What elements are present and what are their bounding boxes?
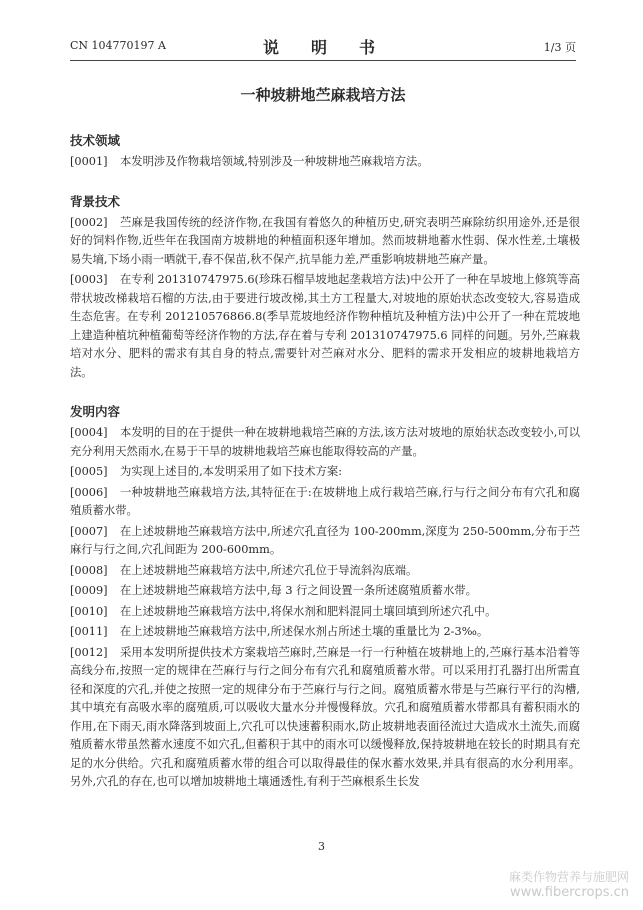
paragraph-text: 一种坡耕地苎麻栽培方法,其特征在于:在坡耕地上成行栽培苎麻,行与行之间分布有穴孔和腐殖质蓄水带。: [70, 485, 580, 517]
paragraph-number: [0011]: [70, 625, 108, 638]
paragraph-number: [0009]: [70, 584, 108, 597]
paragraph: [70, 153, 580, 172]
paragraph-text: 在上述坡耕地苎麻栽培方法中,所述保水剂占所述土壤的重量比为 2-3‰。: [120, 625, 489, 638]
paragraph: [70, 463, 580, 482]
watermark-text: 麻类作物营养与施肥网: [508, 870, 629, 884]
paragraph-text: 本发明涉及作物栽培领域,特别涉及一种坡耕地苎麻栽培方法。: [120, 155, 429, 168]
paragraph-text: 在上述坡耕地苎麻栽培方法中,所述穴孔位于导流斜沟底端。: [120, 563, 418, 577]
paragraph-text: 本发明的目的在于提供一种在坡耕地栽培苎麻的方法,该方法对坡地的原始状态改变较小,可以充分利用天然雨水,在易于干旱的坡耕地栽培苎麻也能取得较高的产量。: [70, 426, 580, 458]
paragraph-number: [0008]: [70, 563, 108, 577]
paragraph-text: 在上述坡耕地苎麻栽培方法中,每 3 行之间设置一条所述腐殖质蓄水带。: [120, 584, 477, 597]
section-heading: 发明内容: [70, 404, 121, 419]
document-body: [70, 125, 580, 794]
publication-number: CN 104770197 A: [70, 39, 166, 52]
paragraph: [70, 424, 580, 461]
paragraph: [70, 603, 580, 622]
paragraph-text: 在上述坡耕地苎麻栽培方法中,将保水剂和肥料混同土壤回填到所述穴孔中。: [120, 604, 497, 618]
document-title: 一种坡耕地苎麻栽培方法: [240, 86, 406, 104]
footer-page-number: 3: [318, 840, 325, 853]
page-indicator: 1/3 页: [543, 41, 576, 54]
paragraph-text: 采用本发明所提供技术方案栽培苎麻时,苎麻是一行一行种植在坡耕地上的,苎麻行基本沿着等高线分布,按照一定的规律在苎麻行与行之间分布有穴孔和腐殖质蓄水带。可以采用打孔器打出所需直径和深度的穴孔,并使之按照一定的规律分布于苎麻行与行之间。腐殖质蓄水带是与苎麻行平行的沟槽,其中填充有高吸水率的腐殖质,可以吸收大量水分并慢慢释放。穴孔和腐殖质蓄水带都具有蓄积雨水的作用,在下雨天,雨水降落到坡面上,穴孔可以快速蓄积雨水,防止坡耕地表面径流过大造成水土流失,而腐殖质蓄水带虽然蓄水速度不如穴孔,但蓄积于其中的雨水可以缓慢释放,保持坡耕地在较长的时期具有充足的水分供给。穴孔和腐殖质蓄水带的组合可以取得最佳的保水蓄水效果,并具有很高的水分利用率。另外,穴孔的存在,也可以增加坡耕地土壤通透性,有利于苎麻根系生长发: [70, 645, 580, 788]
paragraph: [70, 523, 580, 560]
paragraph-number: [0006]: [70, 485, 108, 499]
paragraph: [70, 644, 580, 792]
paragraph-text: 在上述坡耕地苎麻栽培方法中,所述穴孔直径为 100-200mm,深度为 250-500mm,分布于苎麻行与行之间,穴孔间距为 200-600mm。: [70, 524, 580, 556]
paragraph: [70, 484, 580, 521]
paragraph-text: 在专利 201310747975.6(珍珠石榴旱坡地起垄栽培方法)中公开了一种在旱坡地上修筑等高带状坡改梯栽培石榴的方法,由于要进行坡改梯,其土方工程量大,对坡地的原始状态改变较大,容易造成生态危害。在专利 201210576866.8(季旱荒坡地经济作物种植坑及种植方法)中公开了一种在荒坡地上建造种植坑种植葡萄等经济作物的方法,存在着与专利 201310747975.6 同样的问题。另外,苎麻栽培对水分、肥料的需求有其自身的特点,需要针对苎麻对水分、肥料的需求开发相应的坡耕地栽培方法。: [70, 273, 580, 379]
paragraph: [70, 562, 580, 581]
paragraph-number: [0002]: [70, 215, 108, 229]
paragraph: [70, 271, 580, 382]
paragraph-number: [0004]: [70, 426, 108, 439]
page-header: [70, 35, 576, 55]
paragraph-number: [0005]: [70, 465, 108, 478]
paragraph-number: [0010]: [70, 604, 108, 618]
paragraph-text: 苎麻是我国传统的经济作物,在我国有着悠久的种植历史,研究表明苎麻除纺织用途外,还是很好的饲料作物,近些年在我国南方坡耕地的种植面积逐年增加。然而坡耕地蓄水性弱、保水性差,土壤极易失墒,下场小雨一晒就干,春不保苗,秋不保产,抗旱能力差,严重影响坡耕地苎麻产量。: [70, 215, 580, 266]
section-heading: 技术领域: [70, 133, 121, 148]
paragraph-number: [0012]: [70, 645, 108, 659]
paragraph-number: [0007]: [70, 524, 108, 538]
section-heading: 背景技术: [70, 193, 121, 209]
paragraph-number: [0003]: [70, 273, 108, 286]
watermark: [509, 870, 629, 900]
paragraph-number: [0001]: [70, 155, 108, 168]
header-rule: [70, 60, 576, 61]
paragraph-text: 为实现上述目的,本发明采用了如下技术方案:: [120, 465, 343, 478]
paragraph: [70, 214, 580, 270]
paragraph: [70, 623, 580, 642]
document-type: 说 明 书: [262, 38, 383, 57]
watermark-url: www.fibercrops.cn: [509, 885, 629, 900]
paragraph: [70, 582, 580, 601]
